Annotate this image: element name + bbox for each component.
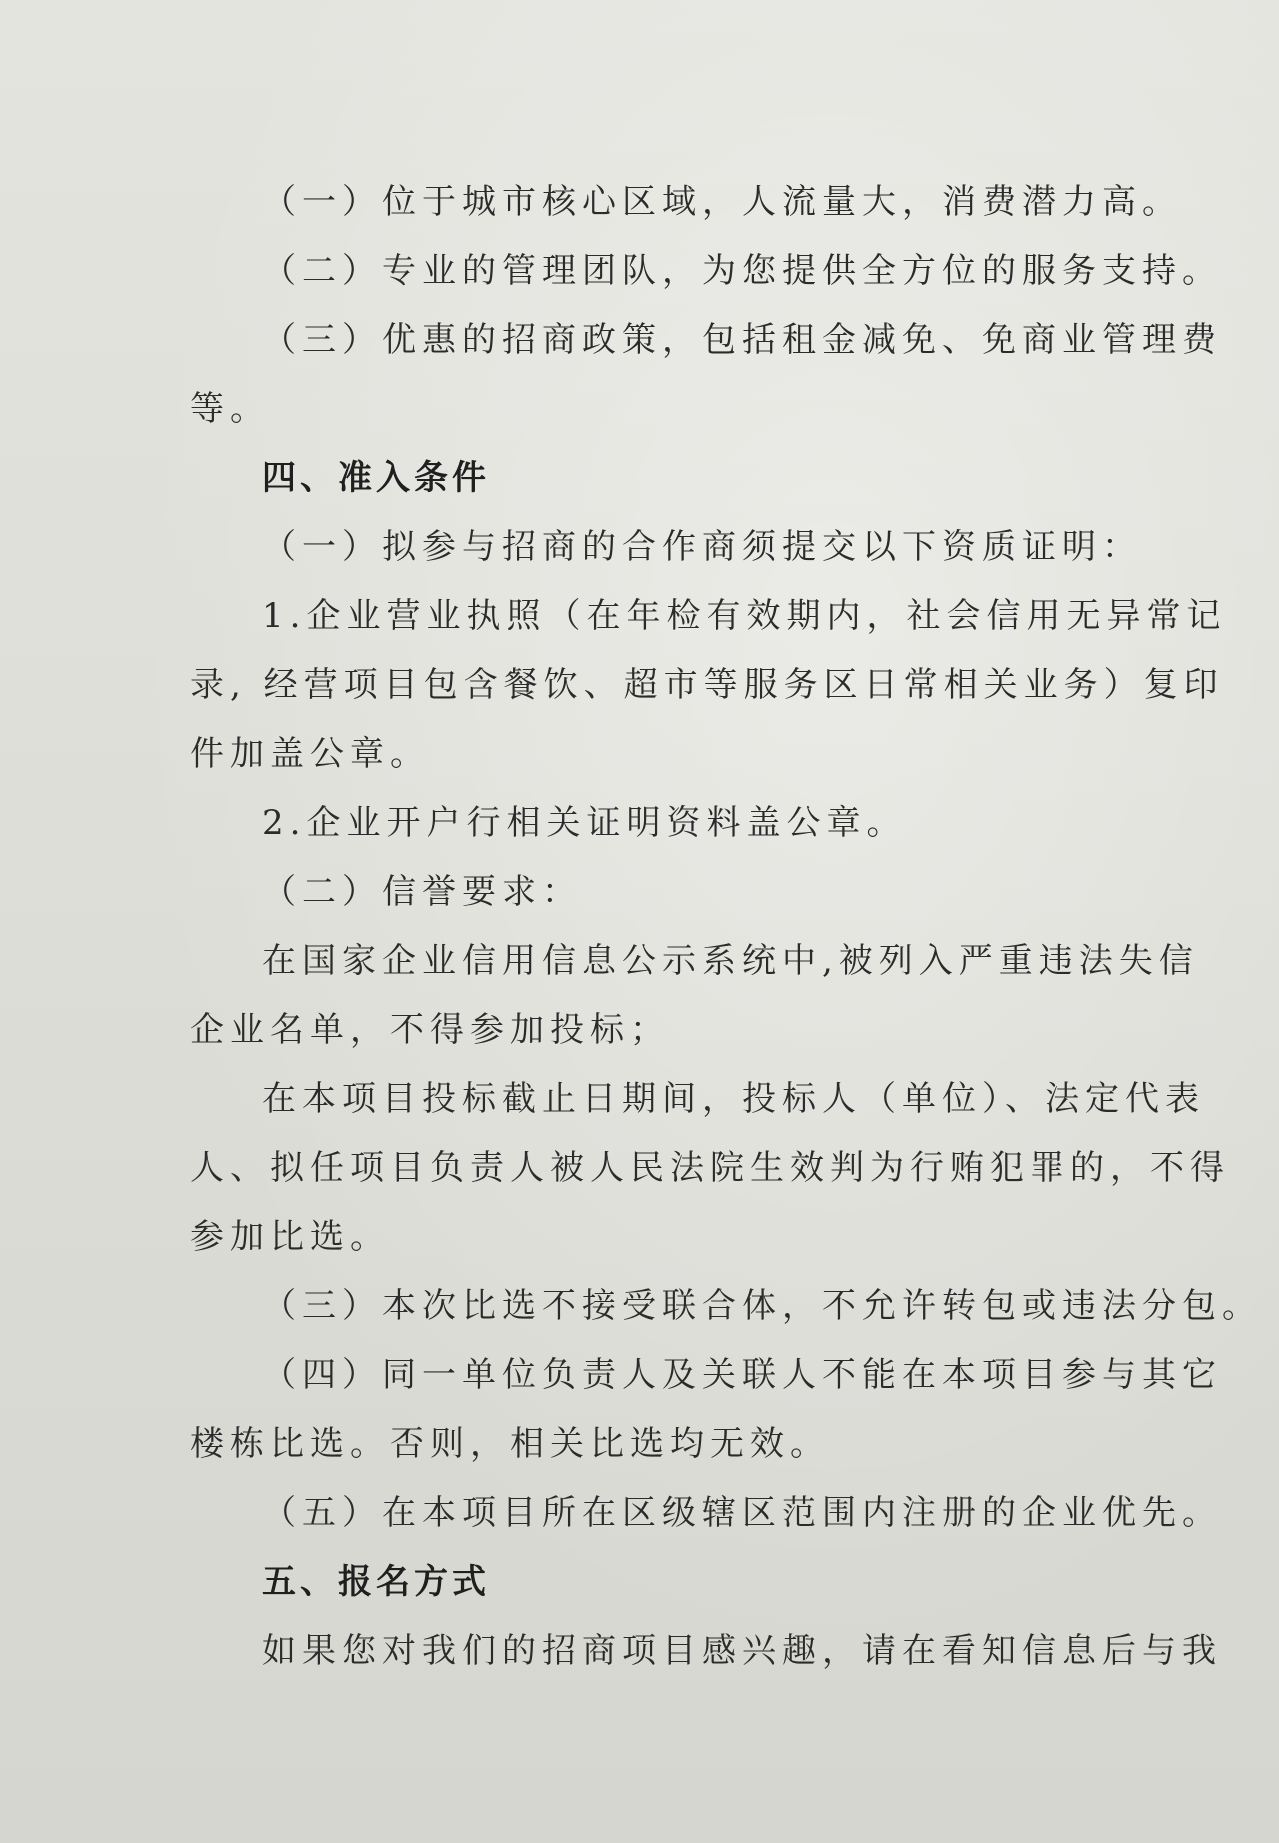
text-line: （二）专业的管理团队，为您提供全方位的服务支持。	[262, 251, 1222, 291]
text-line: （一）位于城市核心区域，人流量大，消费潜力高。	[262, 182, 1182, 222]
text-line: （三）优惠的招商政策，包括租金减免、免商业管理费	[262, 320, 1222, 360]
text-line: 如果您对我们的招商项目感兴趣，请在看知信息后与我	[262, 1631, 1222, 1671]
document-body	[190, 168, 1262, 1686]
text-line: 楼栋比选。否则，相关比选均无效。	[190, 1424, 830, 1464]
section-heading: 五、报名方式	[262, 1562, 490, 1602]
text-line: 企业名单，不得参加投标；	[190, 1010, 670, 1050]
text-line: （三）本次比选不接受联合体，不允许转包或违法分包。	[262, 1286, 1262, 1326]
text-line: 人、拟任项目负责人被人民法院生效判为行贿犯罪的，不得	[190, 1148, 1230, 1188]
text-line: （一）拟参与招商的合作商须提交以下资质证明：	[262, 527, 1142, 567]
text-line: （五）在本项目所在区级辖区范围内注册的企业优先。	[262, 1493, 1222, 1533]
text-line: 在国家企业信用信息公示系统中,被列入严重违法失信	[262, 941, 1199, 981]
text-line: 等。	[190, 389, 270, 429]
text-line: 2.企业开户行相关证明资料盖公章。	[262, 803, 907, 843]
text-line: 在本项目投标截止日期间，投标人（单位）、法定代表	[262, 1079, 1205, 1119]
text-line: 件加盖公章。	[190, 734, 430, 774]
text-line: （四）同一单位负责人及关联人不能在本项目参与其它	[262, 1355, 1222, 1395]
text-line: 1.企业营业执照（在年检有效期内，社会信用无异常记	[262, 596, 1227, 636]
text-line: 参加比选。	[190, 1217, 390, 1257]
section-heading: 四、准入条件	[262, 458, 490, 498]
text-line: 录, 经营项目包含餐饮、超市等服务区日常相关业务）复印	[190, 665, 1224, 705]
text-line: （二）信誉要求：	[262, 872, 582, 912]
